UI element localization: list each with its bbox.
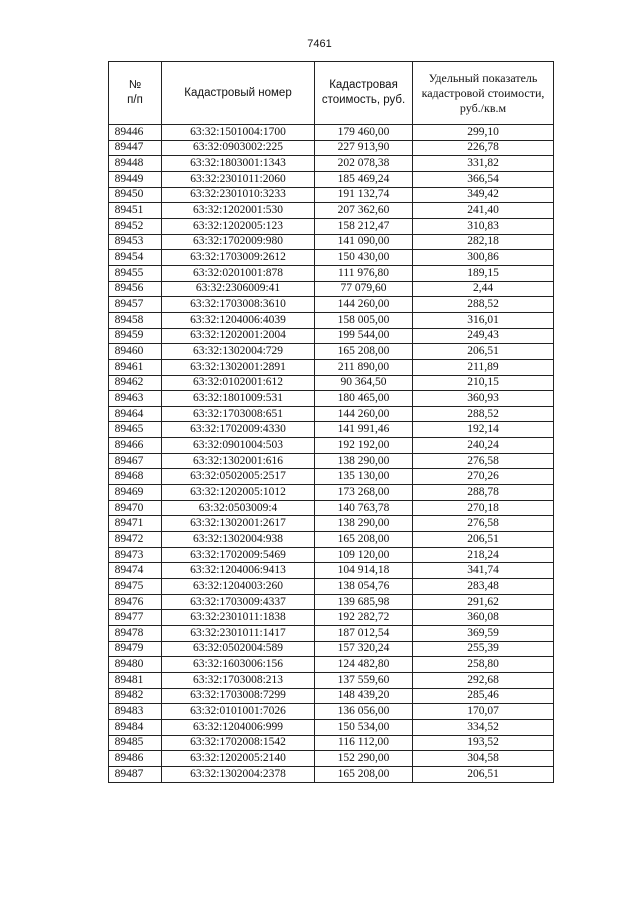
row-index: 89449 [109,171,162,187]
cadastral-number: 63:32:1204003:260 [162,579,315,595]
row-index: 89479 [109,641,162,657]
cadastral-value: 150 430,00 [315,250,413,266]
cadastral-number: 63:32:2301010:3233 [162,187,315,203]
row-index: 89484 [109,719,162,735]
row-index: 89476 [109,594,162,610]
table-row [109,406,554,422]
cadastral-value: 150 534,00 [315,719,413,735]
cadastral-number: 63:32:1204006:9413 [162,563,315,579]
unit-value: 218,24 [413,547,554,563]
cadastral-number: 63:32:2301011:1838 [162,610,315,626]
table-row [109,359,554,375]
unit-value: 255,39 [413,641,554,657]
page-number: 7461 [307,38,332,50]
unit-value: 366,54 [413,171,554,187]
table-row [109,218,554,234]
cadastral-value: 138 054,76 [315,579,413,595]
row-index: 89453 [109,234,162,250]
row-index: 89455 [109,265,162,281]
table-row [109,265,554,281]
cadastral-value: 158 005,00 [315,312,413,328]
unit-value: 285,46 [413,688,554,704]
unit-value: 360,93 [413,391,554,407]
unit-value: 226,78 [413,140,554,156]
cadastral-value: 207 362,60 [315,203,413,219]
table-row [109,516,554,532]
cadastral-number: 63:32:0903002:225 [162,140,315,156]
unit-value: 193,52 [413,735,554,751]
unit-value: 276,58 [413,453,554,469]
unit-value: 300,86 [413,250,554,266]
row-index: 89457 [109,297,162,313]
row-index: 89454 [109,250,162,266]
table-row [109,594,554,610]
cadastral-value: 135 130,00 [315,469,413,485]
cadastral-table [108,61,554,783]
cadastral-value: 227 913,90 [315,140,413,156]
cadastral-number: 63:32:1801009:531 [162,391,315,407]
unit-value: 206,51 [413,532,554,548]
cadastral-number: 63:32:0101001:7026 [162,704,315,720]
unit-value: 211,89 [413,359,554,375]
cadastral-value: 152 290,00 [315,751,413,767]
unit-value: 304,58 [413,751,554,767]
cadastral-value: 211 890,00 [315,359,413,375]
cadastral-value: 124 482,80 [315,657,413,673]
unit-value: 341,74 [413,563,554,579]
row-index: 89467 [109,453,162,469]
cadastral-value: 158 212,47 [315,218,413,234]
cadastral-value: 191 132,74 [315,187,413,203]
cadastral-value: 192 192,00 [315,438,413,454]
cadastral-value: 157 320,24 [315,641,413,657]
cadastral-number: 63:32:1202005:123 [162,218,315,234]
table-row [109,422,554,438]
table-row [109,453,554,469]
table-row [109,438,554,454]
table-row [109,375,554,391]
table-row [109,563,554,579]
unit-value: 210,15 [413,375,554,391]
cadastral-number: 63:32:1702009:4330 [162,422,315,438]
cadastral-value: 140 763,78 [315,500,413,516]
row-index: 89459 [109,328,162,344]
table-row [109,312,554,328]
cadastral-value: 104 914,18 [315,563,413,579]
cadastral-number: 63:32:1302004:2378 [162,766,315,782]
cadastral-number: 63:32:1703009:4337 [162,594,315,610]
row-index: 89458 [109,312,162,328]
cadastral-number: 63:32:1204006:999 [162,719,315,735]
row-index: 89464 [109,406,162,422]
cadastral-number: 63:32:1202005:1012 [162,485,315,501]
table-row [109,547,554,563]
cadastral-value: 165 208,00 [315,344,413,360]
table-row [109,500,554,516]
row-index: 89482 [109,688,162,704]
table-row [109,641,554,657]
table-row [109,735,554,751]
row-index: 89460 [109,344,162,360]
cadastral-value: 141 090,00 [315,234,413,250]
unit-value: 291,62 [413,594,554,610]
row-index: 89468 [109,469,162,485]
cadastral-number: 63:32:1204006:4039 [162,312,315,328]
cadastral-value: 141 991,46 [315,422,413,438]
header-unit-value: Удельный показатель кадастровой стоимости, руб./кв.м [413,62,554,125]
row-index: 89452 [109,218,162,234]
row-index: 89486 [109,751,162,767]
cadastral-number: 63:32:1703009:2612 [162,250,315,266]
row-index: 89481 [109,672,162,688]
cadastral-number: 63:32:1703008:213 [162,672,315,688]
table-row [109,719,554,735]
cadastral-number: 63:32:0201001:878 [162,265,315,281]
unit-value: 206,51 [413,766,554,782]
unit-value: 2,44 [413,281,554,297]
cadastral-value: 180 465,00 [315,391,413,407]
cadastral-number: 63:32:1702009:5469 [162,547,315,563]
unit-value: 288,78 [413,485,554,501]
cadastral-number: 63:32:1202001:2004 [162,328,315,344]
unit-value: 288,52 [413,406,554,422]
row-index: 89456 [109,281,162,297]
row-index: 89485 [109,735,162,751]
row-index: 89469 [109,485,162,501]
cadastral-number: 63:32:0502005:2517 [162,469,315,485]
unit-value: 189,15 [413,265,554,281]
cadastral-value: 165 208,00 [315,532,413,548]
table-row [109,140,554,156]
cadastral-number: 63:32:1501004:1700 [162,125,315,141]
row-index: 89448 [109,156,162,172]
cadastral-number: 63:32:2301011:2060 [162,171,315,187]
table-body [109,125,554,783]
cadastral-value: 111 976,80 [315,265,413,281]
table-row [109,751,554,767]
table-row [109,156,554,172]
unit-value: 349,42 [413,187,554,203]
cadastral-number: 63:32:1302001:616 [162,453,315,469]
cadastral-number: 63:32:1302004:729 [162,344,315,360]
cadastral-value: 199 544,00 [315,328,413,344]
cadastral-value: 185 469,24 [315,171,413,187]
row-index: 89475 [109,579,162,595]
unit-value: 369,59 [413,626,554,642]
table-row [109,344,554,360]
cadastral-value: 187 012,54 [315,626,413,642]
header-cadastral-value: Кадастровая стоимость, руб. [315,62,413,125]
table-row [109,203,554,219]
cadastral-number: 63:32:1302001:2891 [162,359,315,375]
unit-value: 192,14 [413,422,554,438]
cadastral-value: 116 112,00 [315,735,413,751]
cadastral-value: 138 290,00 [315,453,413,469]
row-index: 89470 [109,500,162,516]
table-row [109,672,554,688]
table-row [109,391,554,407]
cadastral-value: 144 260,00 [315,297,413,313]
cadastral-number: 63:32:1603006:156 [162,657,315,673]
unit-value: 299,10 [413,125,554,141]
table-row [109,187,554,203]
cadastral-value: 90 364,50 [315,375,413,391]
cadastral-number: 63:32:0502004:589 [162,641,315,657]
cadastral-value: 165 208,00 [315,766,413,782]
row-index: 89463 [109,391,162,407]
cadastral-number: 63:32:1703008:3610 [162,297,315,313]
table-row [109,610,554,626]
unit-value: 360,08 [413,610,554,626]
table-row [109,125,554,141]
cadastral-value: 144 260,00 [315,406,413,422]
table-row [109,234,554,250]
unit-value: 283,48 [413,579,554,595]
cadastral-number: 63:32:1702008:1542 [162,735,315,751]
cadastral-number: 63:32:1702009:980 [162,234,315,250]
cadastral-number: 63:32:2301011:1417 [162,626,315,642]
cadastral-number: 63:32:1803001:1343 [162,156,315,172]
row-index: 89480 [109,657,162,673]
row-index: 89466 [109,438,162,454]
cadastral-value: 173 268,00 [315,485,413,501]
unit-value: 249,43 [413,328,554,344]
unit-value: 240,24 [413,438,554,454]
row-index: 89446 [109,125,162,141]
cadastral-value: 202 078,38 [315,156,413,172]
cadastral-value: 139 685,98 [315,594,413,610]
cadastral-value: 192 282,72 [315,610,413,626]
cadastral-value: 109 120,00 [315,547,413,563]
row-index: 89451 [109,203,162,219]
table-row [109,171,554,187]
unit-value: 331,82 [413,156,554,172]
row-index: 89483 [109,704,162,720]
unit-value: 270,26 [413,469,554,485]
cadastral-number: 63:32:0503009:4 [162,500,315,516]
unit-value: 288,52 [413,297,554,313]
cadastral-value: 136 056,00 [315,704,413,720]
row-index: 89447 [109,140,162,156]
row-index: 89474 [109,563,162,579]
table-row [109,281,554,297]
cadastral-number: 63:32:1703008:7299 [162,688,315,704]
cadastral-number: 63:32:1302004:938 [162,532,315,548]
table-row [109,657,554,673]
table-row [109,485,554,501]
table-header-row [109,62,554,125]
table-row [109,766,554,782]
cadastral-number: 63:32:2306009:41 [162,281,315,297]
row-index: 89471 [109,516,162,532]
unit-value: 310,83 [413,218,554,234]
header-cadastral-number: Кадастровый номер [162,62,315,125]
row-index: 89487 [109,766,162,782]
table-row [109,328,554,344]
table-row [109,297,554,313]
header-index: № п/п [109,62,162,125]
unit-value: 258,80 [413,657,554,673]
row-index: 89472 [109,532,162,548]
table-row [109,704,554,720]
table-row [109,532,554,548]
table-row [109,688,554,704]
unit-value: 270,18 [413,500,554,516]
table-row [109,579,554,595]
unit-value: 292,68 [413,672,554,688]
table-row [109,469,554,485]
table-row [109,626,554,642]
unit-value: 282,18 [413,234,554,250]
unit-value: 334,52 [413,719,554,735]
unit-value: 316,01 [413,312,554,328]
row-index: 89462 [109,375,162,391]
unit-value: 276,58 [413,516,554,532]
unit-value: 170,07 [413,704,554,720]
row-index: 89477 [109,610,162,626]
cadastral-number: 63:32:0102001:612 [162,375,315,391]
row-index: 89461 [109,359,162,375]
cadastral-value: 137 559,60 [315,672,413,688]
cadastral-value: 77 079,60 [315,281,413,297]
unit-value: 241,40 [413,203,554,219]
row-index: 89465 [109,422,162,438]
cadastral-number: 63:32:1302001:2617 [162,516,315,532]
unit-value: 206,51 [413,344,554,360]
row-index: 89450 [109,187,162,203]
cadastral-value: 179 460,00 [315,125,413,141]
cadastral-number: 63:32:1202001:530 [162,203,315,219]
row-index: 89473 [109,547,162,563]
table-row [109,250,554,266]
cadastral-value: 148 439,20 [315,688,413,704]
cadastral-number: 63:32:0901004:503 [162,438,315,454]
cadastral-number: 63:32:1202005:2140 [162,751,315,767]
cadastral-number: 63:32:1703008:651 [162,406,315,422]
row-index: 89478 [109,626,162,642]
cadastral-value: 138 290,00 [315,516,413,532]
